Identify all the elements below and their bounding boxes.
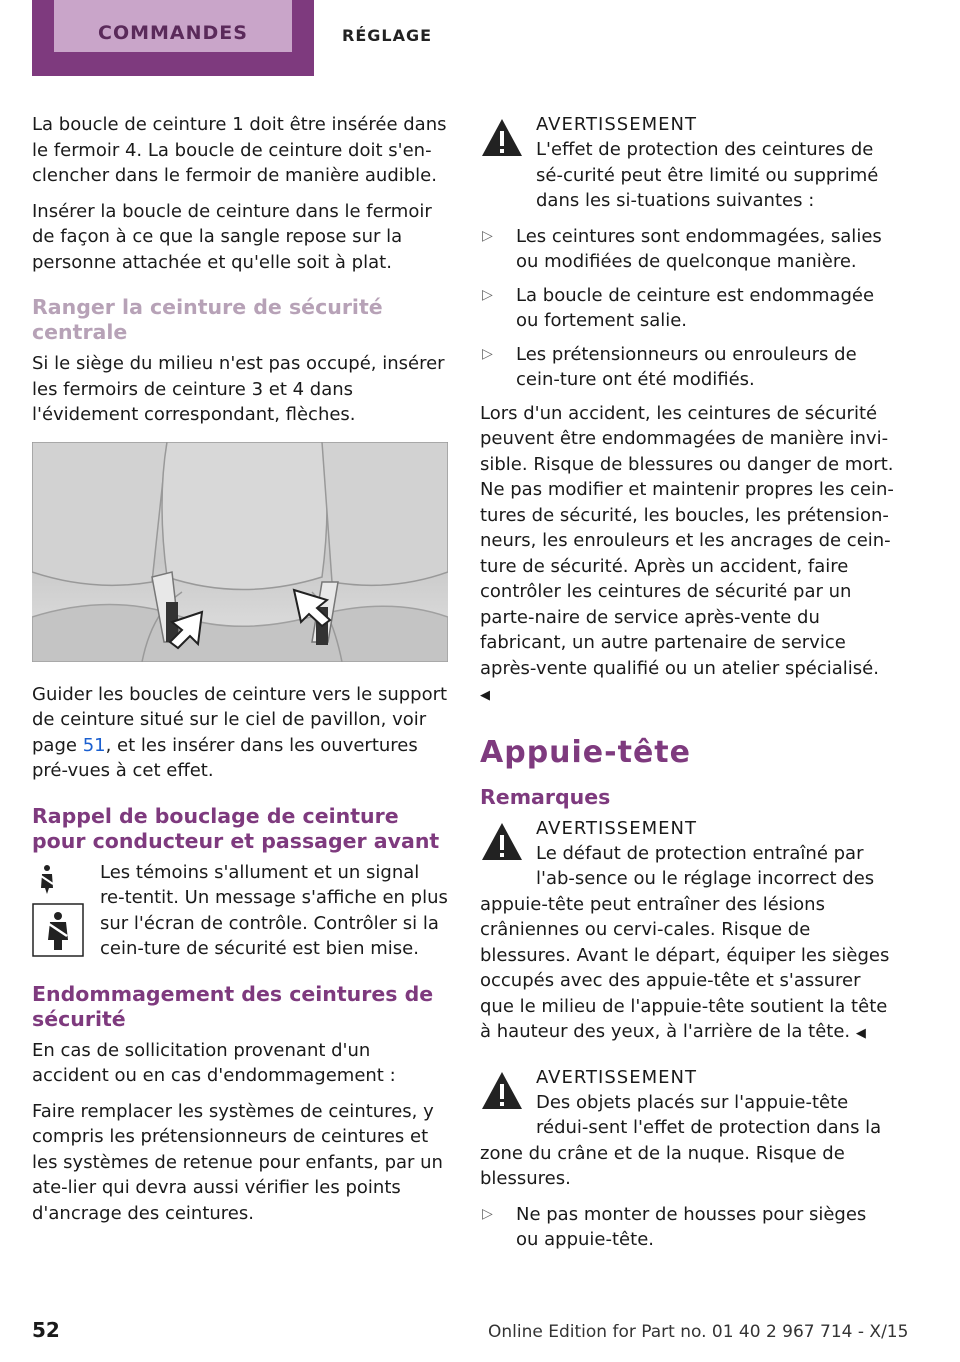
warning-title: AVERTISSEMENT — [536, 817, 697, 839]
tab-commandes[interactable] — [32, 0, 314, 76]
paragraph: Faire remplacer les systèmes de ceintures, y compris les prétensionneurs de ceintures et les systèmes de retenue pour enfants, par un ate-lier qui devra aussi vérifier les points d'ancrage des ceintures. — [32, 1100, 443, 1224]
paragraph: En cas de sollicitation provenant d'un accident ou en cas d'endommagement : — [32, 1039, 396, 1086]
warning-triangle-icon — [480, 1069, 524, 1113]
seat-illustration — [32, 442, 448, 662]
seatbelt-icons — [32, 862, 84, 962]
warning-text: Des objets placés sur l'appuie-tête rédui-sent l'effet de protection dans la zone du crâne et de la nuque. Risque de blessures. — [480, 1091, 882, 1189]
list-item: ▷ Les prétensionneurs ou enrouleurs de cein-ture ont été modifiés. — [482, 343, 857, 390]
edition-footer: Online Edition for Part no. 01 40 2 967 714 - X/15 — [488, 1322, 909, 1342]
tab-commandes-label: COMMANDES — [54, 0, 292, 52]
warning-block — [480, 1065, 894, 1192]
page-number: 52 — [32, 1318, 60, 1342]
heading-appuie-tete: Appuie-tête — [480, 734, 691, 770]
heading-rappel: Rappel de bouclage de ceinture pour conducteur et passager avant — [32, 803, 440, 853]
warning-title: AVERTISSEMENT — [536, 1066, 697, 1088]
end-mark: ◀ — [480, 688, 490, 703]
heading-ranger: Ranger la ceinture de sécurité centrale — [32, 295, 383, 344]
warning-triangle-icon — [480, 820, 524, 864]
tab-reglage[interactable]: RÉGLAGE — [342, 26, 433, 45]
warning-text: Le défaut de protection entraîné par l'ab-sence ou le réglage incorrect des appuie-tête peut entraîner des lésions crâniennes ou cervi-cales. Risque de blessures. Avant le départ, équiper les sièges occupés avec des appuie-tête et s'assurer que le milieu de l'appuie-tête soutient la tête à hauteur des yeux, à l'arrière de la tête. ◀ — [480, 842, 890, 1042]
list-item: ▷ La boucle de ceinture est endommagée ou fortement salie. — [482, 284, 875, 331]
paragraph: Si le siège du milieu n'est pas occupé, insérer les fermoirs de ceinture 3 et 4 dans l'évidement correspondant, flèches. — [32, 353, 445, 425]
right-column — [480, 112, 894, 1261]
end-mark: ◀ — [855, 1026, 866, 1041]
list-item: ▷ Les ceintures sont endommagées, salies ou modifiées de quelconque manière. — [482, 225, 882, 272]
seat-buckle-photo — [32, 442, 448, 662]
warning-triangle-icon — [480, 116, 524, 160]
paragraph: Lors d'un accident, les ceintures de sécurité peuvent être endommagées de manière invi-sible. Risque de blessures ou danger de mort. Ne pas modifier et maintenir propres les cein-tures de sécurité, les boucles, les prétension-neurs, les enrouleurs et les ancrages de cein-ture de sécurité. Après un accident, faire contrôler les ceintures de sécurité par un parte-naire de service après-vente du fabricant, un autre partenaire de service après-vente qualifié ou un atelier spécialisé. ◀ — [480, 402, 894, 703]
heading-endommagement: Endommagement des ceintures de sécurité — [32, 981, 434, 1031]
paragraph: La boucle de ceinture 1 doit être insérée dans le fermoir 4. La boucle de ceinture doit s'en-clencher dans le fermoir de manière audible. — [32, 114, 447, 186]
paragraph: Les témoins s'allument et un signal re-tentit. Un message s'affiche en plus sur l'écran de contrôle. Contrôler si la cein-ture de sécurité est bien mise. — [100, 861, 448, 959]
warning-block — [480, 816, 894, 1047]
left-column — [32, 112, 448, 1236]
paragraph: Insérer la boucle de ceinture dans le fermoir de façon à ce que la sangle repose sur la personne attachée et qu'elle soit à plat. — [32, 200, 432, 273]
seatbelt-reminder — [32, 860, 448, 962]
warning-title: AVERTISSEMENT — [536, 114, 697, 135]
page-link[interactable]: 51 — [82, 734, 106, 756]
seatbelt-warning-icon — [32, 862, 84, 958]
heading-remarques: Remarques — [480, 784, 611, 809]
warning-text: L'effet de protection des ceintures de sé-curité peut être limité ou supprimé dans les si-tuations suivantes : — [536, 139, 879, 211]
warning-block — [480, 112, 894, 214]
list-item: ▷ Ne pas monter de housses pour sièges ou appuie-tête. — [482, 1203, 867, 1250]
paragraph: Guider les boucles de ceinture vers le support de ceinture situé sur le ciel de pavillon, voir page 51, et les insérer dans les ouvertures pré-vues à cet effet. — [32, 683, 448, 781]
